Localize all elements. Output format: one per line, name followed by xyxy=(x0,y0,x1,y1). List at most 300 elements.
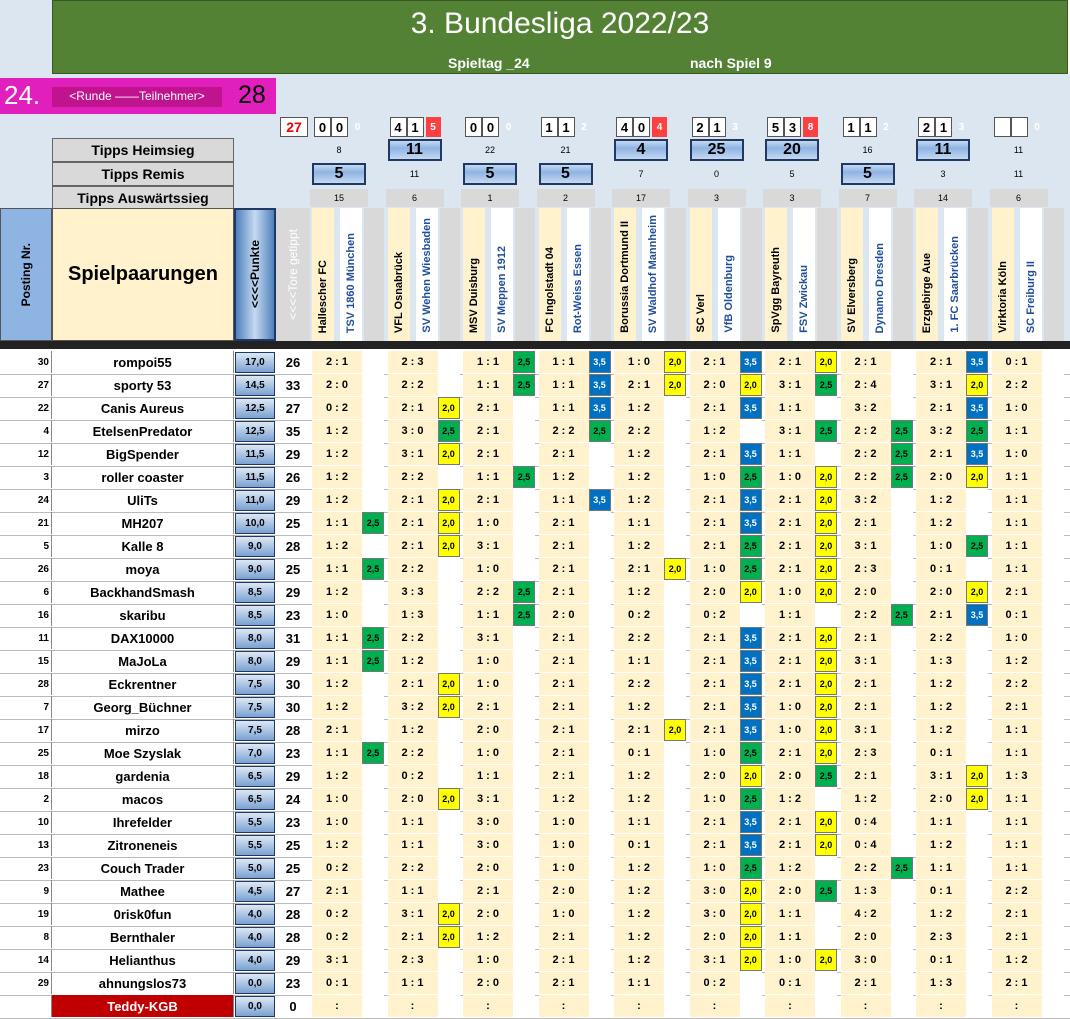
bonus-empty xyxy=(438,857,460,879)
tipp-score: 1 : 1 xyxy=(765,903,815,925)
tipp-count-a: 7 xyxy=(839,189,897,207)
tipp-score: 0 : 1 xyxy=(992,351,1042,373)
tipp-score: 0 : 2 xyxy=(312,397,362,419)
tipp-score: 1 : 1 xyxy=(463,374,513,396)
tipp-score: 2 : 2 xyxy=(916,627,966,649)
result-goal-sum: 5 xyxy=(426,117,441,137)
team-column xyxy=(340,208,362,341)
tipp-score: 1 : 2 xyxy=(992,650,1042,672)
bonus-empty xyxy=(664,995,686,1017)
tipp-count-a: 3 xyxy=(688,189,746,207)
bonus-empty xyxy=(589,466,611,488)
tipp-score: 2 : 4 xyxy=(841,374,891,396)
bonus-empty xyxy=(966,949,988,971)
tipp-score: 3 : 2 xyxy=(388,696,438,718)
tipp-score: 1 : 1 xyxy=(614,972,664,994)
bonus-points: 2,5 xyxy=(740,535,762,557)
bonus-empty xyxy=(513,650,535,672)
tipp-score: 1 : 2 xyxy=(841,788,891,810)
table-row xyxy=(0,696,1070,720)
tipp-count-a: 2 xyxy=(537,189,595,207)
bonus-empty xyxy=(362,972,384,994)
posting-number: 10 xyxy=(0,811,52,833)
player-points: 11,5 xyxy=(235,467,275,488)
tipp-score: 2 : 1 xyxy=(992,926,1042,948)
team-column xyxy=(718,208,740,341)
bonus-points: 3,5 xyxy=(740,719,762,741)
tipps-heimsieg-label: Tipps Heimsieg xyxy=(52,138,234,162)
tipp-score: 2 : 1 xyxy=(690,351,740,373)
home-team-name: SpVgg Bayreuth xyxy=(770,247,782,333)
team-column xyxy=(765,208,787,341)
tipp-score: 1 : 1 xyxy=(463,466,513,488)
tore-getippt: 23 xyxy=(285,975,301,991)
bonus-empty xyxy=(664,696,686,718)
result-away-goals: 0 xyxy=(331,117,348,137)
bonus-empty xyxy=(513,949,535,971)
bonus-points: 2,5 xyxy=(815,374,837,396)
player-points: 8,0 xyxy=(235,651,275,672)
player-name: MH207 xyxy=(52,512,234,534)
bonus-points: 2,0 xyxy=(438,788,460,810)
gray-spacer xyxy=(817,208,837,341)
tipp-score: 1 : 1 xyxy=(463,604,513,626)
spieltag-label: Spieltag _24 xyxy=(448,55,530,71)
tipp-score: 1 : 1 xyxy=(539,351,589,373)
player-name: Couch Trader xyxy=(52,857,234,879)
bonus-empty xyxy=(891,581,913,603)
bonus-empty xyxy=(891,995,913,1017)
tipp-score: 1 : 2 xyxy=(916,512,966,534)
tore-getippt: 29 xyxy=(285,653,301,669)
tipp-score: 0 : 4 xyxy=(841,834,891,856)
bonus-empty xyxy=(589,512,611,534)
bonus-empty xyxy=(815,926,837,948)
player-points: 8,5 xyxy=(235,605,275,626)
bonus-empty xyxy=(589,788,611,810)
tore-getippt: 30 xyxy=(285,676,301,692)
bonus-empty xyxy=(362,673,384,695)
bonus-empty xyxy=(438,880,460,902)
bonus-empty xyxy=(966,857,988,879)
team-column xyxy=(416,208,438,341)
tore-getippt: 0 xyxy=(289,998,297,1014)
bonus-points: 2,0 xyxy=(815,811,837,833)
tipp-score: 1 : 2 xyxy=(916,834,966,856)
bonus-points: 3,5 xyxy=(740,512,762,534)
bonus-points: 2,0 xyxy=(815,489,837,511)
tipp-score: 3 : 0 xyxy=(463,834,513,856)
bonus-empty xyxy=(589,443,611,465)
tipp-score: 2 : 3 xyxy=(841,558,891,580)
bonus-empty xyxy=(966,742,988,764)
bonus-empty xyxy=(1042,420,1064,442)
tipp-score: 2 : 1 xyxy=(765,489,815,511)
tipp-score: 1 : 1 xyxy=(312,650,362,672)
bonus-empty xyxy=(438,351,460,373)
tipp-score: 2 : 0 xyxy=(916,788,966,810)
posting-number xyxy=(0,995,52,1017)
tipp-count-r: 11 xyxy=(1013,169,1024,179)
bonus-points: 2,5 xyxy=(740,788,762,810)
tipp-score: 1 : 2 xyxy=(312,489,362,511)
tore-getippt: 28 xyxy=(285,722,301,738)
home-team-name: Hallescher FC xyxy=(317,259,329,333)
player-name: Georg_Büchner xyxy=(52,696,234,718)
bonus-points: 2,5 xyxy=(513,604,535,626)
bonus-empty xyxy=(589,926,611,948)
tipp-score: 1 : 1 xyxy=(992,535,1042,557)
table-row xyxy=(0,857,1070,881)
posting-number: 24 xyxy=(0,489,52,511)
tipp-score: 1 : 2 xyxy=(614,857,664,879)
bonus-empty xyxy=(1042,397,1064,419)
tipp-score: 1 : 2 xyxy=(916,489,966,511)
tipp-score: : xyxy=(312,995,362,1017)
bonus-empty xyxy=(891,719,913,741)
tore-total: 27 xyxy=(280,117,308,137)
result-goal-sum: 3 xyxy=(728,117,743,137)
tipp-score: 1 : 1 xyxy=(992,489,1042,511)
tipp-score: 1 : 2 xyxy=(916,903,966,925)
tipp-score: 2 : 0 xyxy=(765,765,815,787)
bonus-empty xyxy=(438,834,460,856)
posting-number: 5 xyxy=(0,535,52,557)
tore-getippt: 29 xyxy=(285,492,301,508)
player-name: Teddy-KGB xyxy=(52,995,234,1017)
bonus-points: 3,5 xyxy=(740,627,762,649)
bonus-points: 2,5 xyxy=(815,880,837,902)
bonus-empty xyxy=(664,949,686,971)
table-row xyxy=(0,926,1070,950)
tipp-score: 2 : 0 xyxy=(539,604,589,626)
bonus-points: 2,5 xyxy=(891,604,913,626)
bonus-empty xyxy=(1042,834,1064,856)
tipp-score: 0 : 1 xyxy=(312,972,362,994)
tipp-score: 2 : 1 xyxy=(539,581,589,603)
tipp-score: 1 : 0 xyxy=(463,558,513,580)
tipp-count-a: 15 xyxy=(310,189,368,207)
tipp-score: 3 : 1 xyxy=(841,535,891,557)
bonus-empty xyxy=(438,604,460,626)
tipp-score: 2 : 1 xyxy=(539,742,589,764)
bonus-empty xyxy=(891,374,913,396)
bonus-empty xyxy=(438,558,460,580)
tipp-score: 2 : 1 xyxy=(992,903,1042,925)
bonus-empty xyxy=(362,857,384,879)
tipp-score: 3 : 1 xyxy=(690,949,740,971)
bonus-empty xyxy=(891,558,913,580)
away-team-name: FSV Zwickau xyxy=(798,265,810,333)
tipp-score: 4 : 2 xyxy=(841,903,891,925)
bonus-empty xyxy=(891,834,913,856)
tipp-score: 3 : 1 xyxy=(463,788,513,810)
team-column xyxy=(1020,208,1042,341)
tipp-score: 2 : 2 xyxy=(614,627,664,649)
player-points: 7,0 xyxy=(235,743,275,764)
tipp-score: 2 : 0 xyxy=(539,880,589,902)
away-team-name: VfB Oldenburg xyxy=(722,255,735,333)
bonus-empty xyxy=(891,880,913,902)
bonus-points: 2,0 xyxy=(664,558,686,580)
tipp-count-r: 0 xyxy=(713,169,719,179)
bonus-points: 2,5 xyxy=(513,466,535,488)
posting-number: 14 xyxy=(0,949,52,971)
tipp-count-h: 25 xyxy=(690,139,744,161)
bonus-empty xyxy=(1042,351,1064,373)
posting-number: 9 xyxy=(0,880,52,902)
player-name: rompoi55 xyxy=(52,351,234,373)
bonus-empty xyxy=(664,742,686,764)
bonus-empty xyxy=(513,420,535,442)
nach-spiel-label: nach Spiel 9 xyxy=(690,55,772,71)
tipp-score: 2 : 2 xyxy=(388,374,438,396)
posting-number: 12 xyxy=(0,443,52,465)
bonus-points: 3,5 xyxy=(740,489,762,511)
player-points: 8,0 xyxy=(235,628,275,649)
tore-getippt: 25 xyxy=(285,515,301,531)
bonus-empty xyxy=(589,972,611,994)
tipp-score: 2 : 1 xyxy=(765,742,815,764)
tipp-score: : xyxy=(992,995,1042,1017)
tipp-score: 2 : 1 xyxy=(388,673,438,695)
bonus-empty xyxy=(891,627,913,649)
tipp-score: 2 : 0 xyxy=(388,788,438,810)
tipp-score: 3 : 1 xyxy=(765,374,815,396)
result-away-goals: 1 xyxy=(407,117,424,137)
home-team-name: Erzgebirge Aue xyxy=(921,252,933,333)
tipp-score: 1 : 2 xyxy=(312,420,362,442)
bonus-empty xyxy=(513,903,535,925)
bonus-empty xyxy=(966,811,988,833)
tipp-score: 1 : 2 xyxy=(916,696,966,718)
tipp-score: 0 : 1 xyxy=(916,949,966,971)
posting-number: 3 xyxy=(0,466,52,488)
bonus-points: 2,5 xyxy=(740,558,762,580)
bonus-empty xyxy=(966,489,988,511)
tipp-score: 1 : 0 xyxy=(992,443,1042,465)
tipp-score: 1 : 1 xyxy=(992,420,1042,442)
tipp-score: 2 : 1 xyxy=(388,535,438,557)
tipp-score: 2 : 1 xyxy=(765,673,815,695)
player-name: Zitroneneis xyxy=(52,834,234,856)
tipp-score: 0 : 1 xyxy=(614,834,664,856)
bonus-points: 2,0 xyxy=(815,351,837,373)
tipp-score: : xyxy=(841,995,891,1017)
player-name: macos xyxy=(52,788,234,810)
tipp-score: 2 : 1 xyxy=(765,811,815,833)
tipp-score: 2 : 1 xyxy=(765,834,815,856)
result-goal-sum: 0 xyxy=(350,117,365,137)
team-column xyxy=(463,208,485,341)
tipp-score: 2 : 1 xyxy=(539,926,589,948)
player-points: 7,5 xyxy=(235,674,275,695)
bonus-points: 2,5 xyxy=(815,420,837,442)
tipp-score: : xyxy=(916,995,966,1017)
tipp-score: 0 : 2 xyxy=(312,857,362,879)
tipp-score: 1 : 0 xyxy=(992,627,1042,649)
bonus-empty xyxy=(740,972,762,994)
bonus-empty xyxy=(438,949,460,971)
tipp-count-r: 7 xyxy=(638,169,644,179)
result-home-goals: 1 xyxy=(541,117,558,137)
bonus-empty xyxy=(891,397,913,419)
tipp-score: 1 : 0 xyxy=(539,857,589,879)
bonus-empty xyxy=(438,765,460,787)
tipp-score: 1 : 2 xyxy=(614,903,664,925)
bonus-empty xyxy=(815,604,837,626)
bonus-points: 3,5 xyxy=(589,489,611,511)
bonus-points: 2,0 xyxy=(815,696,837,718)
tipp-score: 1 : 0 xyxy=(916,535,966,557)
tipp-score: 2 : 1 xyxy=(388,397,438,419)
bonus-empty xyxy=(513,972,535,994)
posting-number: 16 xyxy=(0,604,52,626)
tipp-score: 1 : 0 xyxy=(539,903,589,925)
bonus-empty xyxy=(438,972,460,994)
bonus-empty xyxy=(966,926,988,948)
bonus-empty xyxy=(1042,926,1064,948)
bonus-points: 2,0 xyxy=(966,466,988,488)
bonus-empty xyxy=(664,397,686,419)
bonus-points: 2,5 xyxy=(362,627,384,649)
tipp-count-r: 5 xyxy=(789,169,795,179)
player-points: 8,5 xyxy=(235,582,275,603)
tipp-score: 1 : 1 xyxy=(312,627,362,649)
tipp-score: 2 : 1 xyxy=(765,558,815,580)
tipp-score: 3 : 2 xyxy=(916,420,966,442)
bonus-empty xyxy=(513,673,535,695)
tipp-score: 3 : 0 xyxy=(463,811,513,833)
team-column xyxy=(312,208,334,341)
tipp-score: 1 : 1 xyxy=(916,811,966,833)
tore-getippt: 28 xyxy=(285,538,301,554)
tipp-score: 1 : 2 xyxy=(614,466,664,488)
player-name: roller coaster xyxy=(52,466,234,488)
bonus-points: 3,5 xyxy=(966,604,988,626)
tipp-score: 3 : 0 xyxy=(690,880,740,902)
tipp-score: 2 : 2 xyxy=(841,420,891,442)
bonus-points: 3,5 xyxy=(966,397,988,419)
bonus-points: 2,5 xyxy=(891,420,913,442)
table-row xyxy=(0,397,1070,421)
bonus-points: 2,5 xyxy=(438,420,460,442)
tipp-score: 1 : 1 xyxy=(463,351,513,373)
tipp-score: 2 : 0 xyxy=(841,581,891,603)
tore-getippt: 35 xyxy=(285,423,301,439)
table-row xyxy=(0,834,1070,858)
gray-spacer xyxy=(364,208,384,341)
bonus-points: 3,5 xyxy=(740,351,762,373)
bonus-empty xyxy=(891,673,913,695)
tipp-score: : xyxy=(690,995,740,1017)
tipp-score: 2 : 0 xyxy=(463,719,513,741)
tipp-score: 1 : 1 xyxy=(388,811,438,833)
player-points: 7,5 xyxy=(235,697,275,718)
separator xyxy=(0,341,1070,349)
bonus-empty xyxy=(362,834,384,856)
tipp-score: 1 : 2 xyxy=(614,880,664,902)
result-away-goals: 0 xyxy=(482,117,499,137)
posting-number: 15 xyxy=(0,650,52,672)
bonus-empty xyxy=(1042,673,1064,695)
team-column xyxy=(916,208,938,341)
tipp-score: 1 : 1 xyxy=(312,742,362,764)
table-row xyxy=(0,443,1070,467)
tipp-score: 2 : 0 xyxy=(463,903,513,925)
tipp-score: 1 : 2 xyxy=(312,581,362,603)
bonus-empty xyxy=(1042,765,1064,787)
bonus-empty xyxy=(589,995,611,1017)
team-column xyxy=(567,208,589,341)
bonus-empty xyxy=(1042,811,1064,833)
tipp-score: 0 : 2 xyxy=(312,903,362,925)
tore-getippt: 23 xyxy=(285,607,301,623)
tipp-score: 1 : 1 xyxy=(992,811,1042,833)
gray-spacer xyxy=(591,208,611,341)
tipp-score: 2 : 1 xyxy=(690,719,740,741)
bonus-points: 2,5 xyxy=(891,466,913,488)
tipp-score: 3 : 1 xyxy=(841,650,891,672)
tipp-score: 1 : 1 xyxy=(463,765,513,787)
posting-number: 6 xyxy=(0,581,52,603)
tipp-score: 2 : 1 xyxy=(539,650,589,672)
tipp-score: 1 : 2 xyxy=(312,673,362,695)
tipp-score: 2 : 1 xyxy=(992,581,1042,603)
result-away-goals: 1 xyxy=(935,117,952,137)
bonus-points: 2,0 xyxy=(815,535,837,557)
bonus-empty xyxy=(891,811,913,833)
tipp-score: 1 : 1 xyxy=(388,834,438,856)
bonus-empty xyxy=(513,443,535,465)
bonus-points: 3,5 xyxy=(589,397,611,419)
tipp-score: 1 : 3 xyxy=(992,765,1042,787)
result-goal-sum: 0 xyxy=(1030,117,1045,137)
tipp-score: 2 : 1 xyxy=(690,811,740,833)
bonus-empty xyxy=(438,811,460,833)
tipp-score: 2 : 2 xyxy=(992,880,1042,902)
table-row xyxy=(0,466,1070,490)
bonus-points: 2,5 xyxy=(966,420,988,442)
bonus-empty xyxy=(513,558,535,580)
tipp-score: 1 : 0 xyxy=(690,742,740,764)
tipp-score: 1 : 2 xyxy=(614,443,664,465)
team-column xyxy=(614,208,636,341)
tipp-score: 0 : 4 xyxy=(841,811,891,833)
bonus-empty xyxy=(966,880,988,902)
bonus-empty xyxy=(438,995,460,1017)
tipp-score: 2 : 1 xyxy=(539,512,589,534)
bonus-points: 2,5 xyxy=(513,374,535,396)
bonus-points: 2,5 xyxy=(513,581,535,603)
tipp-score: 2 : 1 xyxy=(312,880,362,902)
tipp-score: 1 : 2 xyxy=(388,719,438,741)
tipp-score: 1 : 2 xyxy=(614,397,664,419)
bonus-points: 2,0 xyxy=(815,719,837,741)
player-name: Eckrentner xyxy=(52,673,234,695)
result-goal-sum: 0 xyxy=(501,117,516,137)
tipp-score: 2 : 1 xyxy=(690,673,740,695)
player-name: ahnungslos73 xyxy=(52,972,234,994)
bonus-empty xyxy=(513,834,535,856)
away-team-name: SV Waldhof Mannheim xyxy=(647,214,659,333)
bonus-empty xyxy=(815,397,837,419)
tipp-score: 3 : 1 xyxy=(765,420,815,442)
bonus-points: 2,0 xyxy=(966,765,988,787)
table-row xyxy=(0,627,1070,651)
bonus-empty xyxy=(891,949,913,971)
tipp-count-h: 4 xyxy=(614,139,668,161)
